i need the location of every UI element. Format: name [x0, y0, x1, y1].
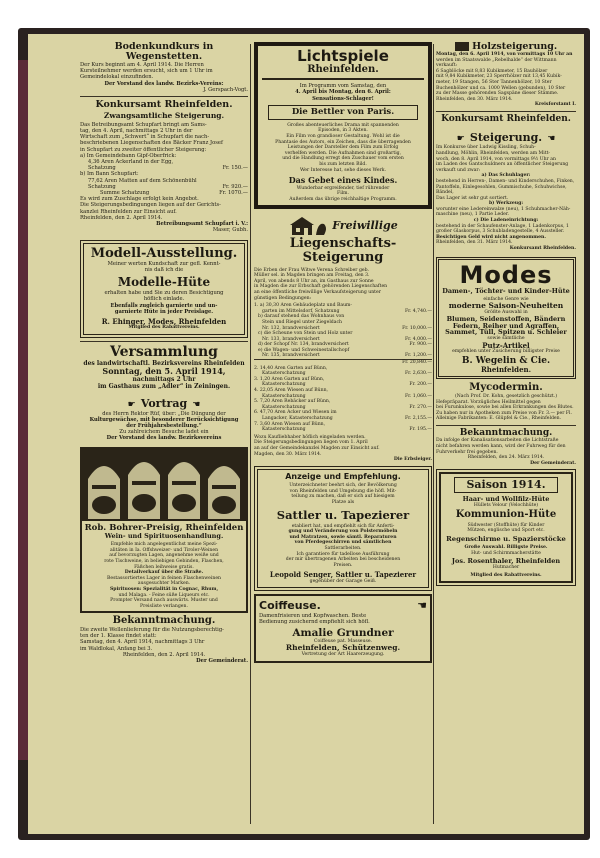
ad-text: [436, 394, 576, 422]
text-line: Das Lager ist sehr gut sortiert.: [436, 195, 509, 201]
property-label: Langacker, Katasterschatzung: [262, 416, 333, 422]
text-line: auf bevorzugten Lagen, angenehme weiße und: [109, 553, 219, 559]
text-line: Damenfrisieren und Kopfwaschen. Beste: [259, 613, 367, 620]
text-line: Episoden, in 3 Akten.: [318, 128, 368, 134]
property-price: Fr. 2,630.—: [404, 371, 432, 377]
ad-signer: R. Ehinger, Modes, Rheinfelden: [101, 316, 227, 326]
ad-title: Lichtspiele: [297, 47, 389, 65]
text-line: und Malaga. - Feine süße Liqueurs etc.: [118, 592, 210, 598]
property-label: Stein und Riegel unter Ziegeldach: [262, 319, 343, 325]
signature-name: Maser, Gubh.: [212, 227, 248, 234]
ad-konkursamt-steigerung: [436, 115, 576, 252]
divider: [436, 111, 576, 112]
text-line: moderne Saison-Neuheiten: [448, 301, 564, 311]
text-line: Prompter Versand nach auswärts. Muster und: [110, 598, 218, 604]
text-line: Putz-Artikel: [482, 340, 530, 350]
property-label: 1. a) 30,30 Aren Gebäudeplatz und Baum-: [254, 303, 352, 309]
property-price: Fr. 195.—: [409, 427, 432, 433]
text-line: Ich garantiere für tadellose Ausführung: [296, 551, 390, 557]
text-line: Alleinige Fabrikanten: E. Glüpfel & Cie., Rheinfelden.: [436, 416, 562, 422]
ad-text: [436, 438, 576, 466]
newspaper-page: [28, 34, 584, 834]
text-line: Großes abenteuerliches Drama mit spannenden: [287, 122, 399, 128]
text-line: 6 Sagblöcke mit 8,83 Kubikmeter, 15 Bauhölzer: [436, 68, 548, 74]
text-line: Große Auswahl. Billigste Preise.: [464, 545, 548, 551]
ad-lichtspiele: [254, 42, 432, 209]
ad-text: [262, 83, 424, 102]
property-total-row: [254, 359, 432, 366]
ad-signer: B. Wegelin & Cie.: [461, 355, 551, 366]
ad-highlight: Kommunion-Hüte: [455, 509, 557, 521]
text-line: Der Kurs beginnt am 4. April 1914. Die Herren: [80, 61, 204, 68]
property-label: e) die Wagen- und Schweinestallschopf: [258, 347, 350, 353]
ad-title: Coiffeuse.: [259, 599, 321, 612]
ad-text: [80, 360, 248, 390]
property-label: Katasterschatzung: [262, 404, 306, 410]
property-label: 7. 3,60 Aren Wiesen auf Bünn,: [254, 421, 326, 427]
ad-title: Mycodermin.: [469, 382, 543, 394]
ad-title: Versammlung: [110, 343, 218, 360]
pointing-hand-icon: ☚: [547, 134, 556, 145]
ad-signer: Leopold Senger, Sattler u. Tapezierer: [269, 570, 417, 580]
ad-highlight: Regenschirme u. Spazierstöcke: [446, 534, 566, 543]
ad-title: Modes: [459, 260, 553, 289]
column-right: [436, 42, 576, 826]
text-line: bestehend in Herren-, Damen- und Kinderschuhen, Finken,: [436, 178, 575, 184]
ad-address: Rheinfelden, Schützenweg.: [285, 643, 401, 653]
wine-cellar-illustration: [82, 449, 246, 521]
text-line: Wunderbar ergreifender, tief rührender: [296, 185, 390, 191]
ad-title: Modell-Ausstellung.: [90, 246, 238, 262]
text-line: Phantasie des Autors, ein Zeichen, dass die überragenden: [275, 139, 411, 145]
text-line: Sonntag, den 5. April 1914,: [102, 365, 226, 376]
text-line: Federn, Reiher und Agraffen,: [452, 321, 560, 330]
text-line: Haar- und Wollfilz-Hüte: [462, 494, 550, 503]
text-line: c) Die Ladeneinrichtung:: [473, 218, 539, 224]
text-line: beschriebenen Liegenschaften des Bäcker Franz Josef: [80, 140, 223, 147]
text-line: Blumen, Seidenstoffen, Bändern: [446, 314, 566, 323]
property-label: Katasterschatzung: [262, 371, 306, 377]
text-line: des Herrn Rektor Rüf, über: „Die Düngung der: [102, 410, 226, 417]
property-label: Katasterschatzung: [262, 427, 306, 433]
property-label: garten im Mittelsdorf, Schatzung: [262, 308, 340, 314]
text-line: und die Handlung erregt den Zuschauer vom ersten: [282, 156, 404, 162]
text-line: Mützen, englische und Sport etc.: [467, 528, 545, 534]
ad-highlight: Sattler u. Tapezierer: [276, 507, 410, 522]
book-spine: [18, 60, 28, 760]
logs-icon: [455, 42, 469, 51]
text-line: Fuhrverkehr frei gegeben.: [436, 449, 498, 455]
property-label: Nr. 133, brandversichert: [262, 336, 320, 342]
text-line: Preisen.: [333, 562, 353, 568]
ad-konkursamt: [80, 100, 248, 234]
divider: [80, 341, 248, 342]
text-line: a) Das Schuhlager:: [481, 173, 531, 179]
text-line: großer Glaskorpus, 3 Schubladengestelle, 4 Aussteller.: [436, 229, 565, 235]
ad-text: [82, 540, 246, 611]
text-line: Sammet, Tüll, Spitzen u. Schleier: [445, 328, 567, 337]
ad-title: Bekanntmachung.: [112, 615, 216, 627]
column-middle: [254, 42, 432, 826]
property-label: 3. 1,20 Aren Garten auf Bünn,: [254, 376, 325, 382]
ad-text: [87, 261, 241, 273]
pointing-hand-icon: ☛: [456, 134, 465, 145]
ad-title: Konkursamt Rheinfelden.: [95, 98, 233, 110]
text-line: Müller sel. in Magden bringen am Freitag, den 3.: [254, 273, 370, 279]
text-line: Kursteilnehmer werden ersucht, sich um 1 Uhr im: [80, 68, 213, 75]
ad-text: [444, 523, 568, 534]
property-label: Katasterschatzung: [262, 382, 306, 388]
ad-footer: Mitglied des Rabattvereins.: [470, 572, 542, 578]
text-line: rote Tischweine, in beliebigen Gebinden, Flaschen,: [104, 559, 224, 565]
ad-subtitle: Wein- und Spirituosenhandlung.: [104, 532, 224, 541]
ad-text: [80, 627, 248, 664]
text-line: günstigen Bedingungen:: [254, 295, 312, 301]
property-label: 2. 14,40 Aren Garten auf Bünn,: [254, 365, 328, 371]
text-line: Wozu Kaufliebhaber höflich eingeladen werden.: [254, 434, 366, 440]
text-line: ausgesuchter Marken.: [137, 581, 191, 587]
ad-bodenkurs: [80, 42, 248, 93]
text-line: woch, den 8. April 1914, von vormittags 9½ Uhr an: [436, 156, 556, 162]
property-label: d) der Schopf Nr. 134, brandversichert: [258, 342, 349, 348]
ad-saison: [439, 472, 573, 583]
ad-footer: Kreisforstamt I.: [534, 102, 576, 108]
ad-bekanntmachung: [80, 616, 248, 664]
text-line: tag, den 4. April, nachmittags 2 Uhr in der: [80, 128, 193, 134]
text-line: empfehlen unter Zusicherung billigster Preise: [452, 349, 560, 355]
ad-title: Rob. Bohrer-Preisig, Rheinfelden: [84, 522, 244, 533]
text-line: maschine (neu), 1 Partie Leder.: [436, 212, 510, 218]
text-line: 4,36 Aren Ackerland in der Egg,: [88, 159, 174, 166]
text-line: einfache Genre wie: [483, 296, 529, 302]
ad-title: Anzeige und Empfehlung.: [285, 471, 401, 481]
text-line: Ein Film von grandioser Gestaltung. Wohl ist die: [286, 133, 400, 139]
text-line: Kulturgewächse, mit besonderer Berücksichtigung: [89, 416, 239, 423]
ad-footer: Der Vorstand des landw. Bezirksvereins: [106, 435, 222, 442]
property-label: Nr. 132, brandversichert: [262, 325, 320, 331]
ad-text: [444, 496, 568, 508]
ad-footer: Konkursamt Rheinfelden.: [509, 246, 576, 252]
text-line: Hefepräparat. Vorzügliches Heilmittel gegen: [436, 399, 541, 405]
text-line: nicht befahren werden kann, wird der Fuhrweg für den: [436, 443, 566, 449]
text-line: in Schupfart zu zweiter öffentlicher Steigerung:: [80, 146, 207, 153]
property-row: [254, 427, 432, 433]
text-line: im Laden des Gantschuldners an öffentlicher Steigerung: [436, 162, 569, 168]
text-line: Gemeindelokal einzufinden.: [80, 74, 154, 81]
property-price: Fr. 270.—: [409, 404, 432, 410]
text-line: Im Konkurse über Ludwig Kissling, Schuh-: [436, 145, 536, 151]
text-line: ten der 1. Klasse findet statt:: [80, 633, 157, 640]
ad-text: [80, 411, 248, 442]
text-line: Wer Interesse hat, sehe dieses Werk.: [299, 167, 387, 173]
text-line: höflich einlade.: [143, 296, 185, 303]
text-line: Fäßchen leihweise gratis.: [134, 564, 194, 570]
text-line: Buchenhölzer und ca. 1000 Wellen (gebunden), 10 Ster: [436, 85, 566, 91]
property-price: Fr. 20,840.—: [402, 360, 432, 366]
property-price: Fr. 900.—: [409, 342, 432, 348]
sum-label: Summe Schatzung: [100, 190, 150, 197]
price-label: Schatzung: [88, 183, 116, 190]
text-line: Die Steigerungsbedingungen liegen auf der Gerichts-: [80, 202, 221, 209]
text-line: Spirituosen: Spezialität in Cognac, Rhum,: [109, 587, 219, 593]
ad-address: Rheinfelden.: [480, 365, 532, 375]
text-line: an eine öffentliche freiwillige Verkaufsteigerung unter: [254, 289, 381, 295]
text-line: Detailverkauf über die Straße.: [124, 570, 204, 576]
text-line: Platze als: [331, 499, 355, 505]
text-line: etabliert hat, und empfiehlt sich für Anferti-: [291, 523, 395, 529]
ad-text: [261, 524, 425, 569]
text-line: Die Erben der Frau Witwe Verena Schreiber geb.: [254, 267, 370, 273]
text-line: Bestassortiertes Lager in feinen Flaschenweinen: [106, 575, 222, 581]
text-line: (Nach Prof. Dr. Kohn, gesetzlich geschützt.): [454, 393, 558, 399]
ad-title: Bekanntmachung.: [459, 427, 553, 438]
ad-sattler: [257, 469, 429, 589]
ad-text: [259, 613, 427, 625]
ad-highlight: Vortrag: [140, 396, 188, 410]
text-line: Preisliste verlangen.: [140, 603, 188, 609]
text-line: Meiner werten Kundschaft zur gefl. Kennt-: [107, 261, 221, 268]
ad-title: Saison 1914.: [454, 477, 558, 493]
property-price: Fr. 4,000.—: [404, 336, 432, 342]
text-line: Größte Auswahl in: [484, 310, 528, 316]
text-line: J. Gerspach-Vogt.: [203, 86, 248, 93]
property-label: 5. 7,20 Aren Rebäcker auf Bünn,: [254, 399, 331, 405]
ad-highlight: Modelle-Hüte: [117, 274, 211, 289]
ad-highlight: Das Gebet eines Kindes.: [288, 175, 398, 186]
property-price: Fr. 10,000.—: [402, 325, 432, 331]
text-line: und Matratzen, sowie sämtl. Reparaturen: [289, 534, 397, 540]
text-line: Magden, den 30. März 1914.: [254, 451, 322, 457]
ad-header: [436, 42, 576, 52]
text-line: Sattlerarbeiten.: [324, 545, 362, 551]
text-line: Pantoffeln, Einlegesohlen, Gummischuhe, Schuhwichse, Bändel,: [436, 184, 567, 196]
text-line: Bedienung zusichernd empfiehlt sich höfl.: [259, 619, 370, 626]
text-line: im Waldlokal, Anfang bei 3.: [80, 645, 153, 652]
text-line: Montag, den 6. April 1914, von vormittags 10 Uhr an: [436, 51, 573, 57]
ad-subtitle: Rheinfelden.: [307, 63, 379, 75]
column-rule: [433, 44, 434, 824]
ad-footer: Vertretung der Art Haarerzeugung.: [301, 652, 385, 658]
ad-mycodermin: [436, 383, 576, 421]
text-line: kanzlei Rheinfelden zur Einsicht auf.: [80, 208, 177, 215]
text-line: werden im Staatswalde „Rebelhalde“ der Wittmann: [436, 57, 557, 63]
text-line: Rheinfelden, den 24. März 1914.: [467, 455, 545, 461]
text-line: gung und Veränderung von Polstermöbeln: [288, 529, 398, 535]
ad-title: Holzsteigerung.: [472, 42, 558, 52]
ad-header: [254, 214, 432, 236]
house-illustration: [288, 214, 328, 236]
property-label: 4. 22,05 Aren Wiesen auf Bünn,: [254, 388, 328, 394]
text-line: von Rheinfelden und Umgebung die höfl. Mit-: [289, 488, 397, 494]
ad-address: gegenüber der Garage Geiß.: [309, 578, 377, 584]
text-line: Hüllets Velour (Velochhüte): [473, 502, 539, 508]
text-line: Ebenfalls zugleich garnierte und un-: [110, 302, 218, 309]
ad-highlight: Die Bettler von Paris.: [268, 105, 418, 120]
ad-title: Bodenkundkurs in Wegenstetten.: [114, 42, 214, 62]
text-line: Hut- und Schirmmacherstätte: [471, 550, 541, 556]
ad-subtitle: Zwangsamtliche Steigerung.: [103, 110, 225, 120]
ad-text: [80, 62, 248, 93]
signature-office: Betreibungsamt Schupfart i. V.:: [156, 221, 248, 228]
ad-footer: Der Gemeinderat.: [530, 460, 576, 466]
text-line: bis zum letzten Bild.: [319, 161, 367, 167]
text-line: Samstag, den 4. April 1914, nachmittags 3 Uhr: [80, 639, 205, 646]
text-line: Die zweite Wellenlieferung für die Nutzungsberechtig-: [80, 626, 224, 633]
ad-subtitle: Steigerung.: [469, 131, 543, 145]
ad-footer: Der Gemeinderat.: [196, 657, 248, 664]
text-line: der Frühjahrsbestellung.“: [126, 422, 202, 429]
price-value: Fr. 920.—: [222, 183, 248, 190]
ad-text: [444, 545, 568, 556]
text-line: Das Betreibungsamt Schupfart bringt am Sams-: [80, 121, 207, 128]
ad-text: [254, 268, 432, 302]
text-line: a) Im Gemeindebann Gipf-Oberfrick:: [80, 152, 177, 159]
text-line: bei Furunkulose, sowie bei allen Erkrankungen des Blutes.: [436, 405, 574, 411]
text-line: Unterzeichneter beehrt sich, der Bevölkerung: [289, 483, 397, 489]
text-line: Zu haben nur in Apotheken zum Preise von Fr. 3.— per Fl.: [436, 410, 572, 416]
property-label: 6. 47,70 Aren Acker und Wiesen im: [254, 410, 337, 416]
property-price: Fr. 200.—: [409, 382, 432, 388]
ad-modes: [436, 257, 576, 380]
ad-coiffeuse: [254, 594, 432, 662]
text-line: teilung zu machen, daß er sich auf hiesigem: [291, 494, 395, 500]
ad-wein: [80, 447, 248, 614]
text-line: 4. April bis Montag, den 6. April:: [295, 89, 391, 96]
text-line: b) Werkzeug:: [488, 201, 524, 207]
text-line: alitäten in Ia. Offshweizer- und Tiroler-Weinen: [109, 547, 219, 553]
text-line: im Gasthaus zum „Adler“ in Zeiningen.: [97, 382, 231, 390]
divider: [436, 425, 576, 426]
text-line: meter, 19 Stangen, 56 Ster Tannenhölzer, 10 Ster: [436, 79, 552, 85]
property-label: c) die Scheune von Stein und Holz unter: [258, 331, 353, 337]
ad-text: [87, 290, 241, 315]
text-line: 77,62 Aren Matten auf dem Schönenbühl: [88, 177, 197, 184]
text-line: Leistungen der Darsteller dem Film zum Erfolg: [287, 145, 399, 151]
ad-title: Liegenschafts-Steigerung: [289, 236, 397, 265]
text-line: Sensations-Schlager!: [312, 95, 374, 102]
pointing-hand-icon: ☚: [192, 399, 201, 410]
property-list: [254, 303, 432, 433]
text-line: Da infolge der Kanalisationsarbeiten die Lichtstraße: [436, 438, 559, 444]
text-line: in Magden die zur Erbschaft gehörenden Liegenschaften: [254, 284, 388, 290]
price-value: Fr. 150.—: [222, 165, 248, 172]
text-line: handlung, Möhlin, Rheinfelden, werden am Mitt-: [436, 150, 550, 156]
text-line: Im Programm vom Samstag, den: [299, 83, 387, 90]
ad-footer: Mitglied des Rabattvereins.: [128, 325, 200, 331]
ad-text: [436, 52, 576, 108]
property-price: Fr. 2,155.—: [404, 416, 432, 422]
text-line: nis daß ich die: [144, 267, 184, 274]
ad-text: [254, 435, 432, 463]
ad-text: [442, 297, 570, 355]
property-label: Katasterschatzung: [262, 393, 306, 399]
text-line: Es wird zum Zuschlage erfolgt kein Angebot.: [80, 196, 199, 203]
property-label: Nr. 135, brandversichert: [262, 353, 320, 359]
text-line: verhelfen werden. Die Aufnahmen sind großartig,: [284, 150, 402, 156]
text-line: zu der Masse gehörenden Sagspäne dieser Stämme.: [436, 91, 559, 97]
ad-text: [262, 123, 424, 173]
ad-title: Freiwillige: [332, 218, 398, 232]
text-line: Die Steigerungsbedingungen liegen vom 1. April: [254, 440, 368, 446]
text-line: von Pferdegeschirren und sämtlichen: [294, 540, 392, 546]
text-line: erhalten habe und Sie zu deren Besichtigung: [104, 290, 224, 297]
text-line: Wirtschaft zum „Schwert“ in Schupfart die nach-: [80, 134, 210, 141]
ad-title: Konkursamt Rheinfelden.: [441, 113, 571, 124]
property-label: b) darauf stehend das Wohnhaus von: [258, 314, 345, 320]
text-line: Außerdem das übrige reichhaltige Programm.: [289, 196, 397, 202]
ad-bekanntmachung-2: [436, 429, 576, 466]
ad-highlight: Amalie Grundner: [292, 626, 394, 639]
ad-subtitle: Damen-, Töchter- und Kinder-Hüte: [442, 286, 570, 295]
ad-text: [436, 145, 576, 251]
pointing-hand-icon: ☚: [417, 599, 427, 613]
text-line: der mir übertragenen Arbeiten bei bescheidenen: [285, 557, 401, 563]
ad-inner: [258, 46, 428, 205]
text-line: Hutmacher: [492, 565, 520, 571]
text-line: Rheinfelden, den 30. März 1914.: [436, 96, 513, 102]
text-line: Zu zahlreichem Besuche ladet ein: [119, 429, 209, 436]
column-rule: [250, 44, 251, 824]
property-price: Fr. 1,200.—: [404, 353, 432, 359]
vortrag-row: [80, 392, 248, 411]
text-line: worunter eine Ledereinwalze (neu), 1 Schuhmacher-Näh-: [436, 206, 571, 212]
column-left: [80, 42, 248, 826]
text-line: April, von abends 8 Uhr an, im Gasthaus zur Sonne: [254, 278, 374, 284]
property-price: Fr. 4,740.—: [404, 308, 432, 314]
text-line: sowie sämtliche: [487, 336, 525, 342]
text-line: Rheinfelden, den 2. April 1914.: [80, 214, 163, 221]
text-line: Besichtigen Geld wird nicht angenommen.: [436, 234, 546, 240]
price-label: Schatzung: [88, 165, 116, 172]
ad-header: [436, 126, 576, 145]
divider: [80, 96, 248, 97]
divider: [262, 78, 424, 80]
sum-value: Fr. 1070.—: [219, 190, 248, 197]
text-line: garnierte Hüte in jeder Preislage.: [114, 308, 214, 315]
text-line: Der Vorstand des landw. Bezirks-Vereins:: [104, 80, 224, 87]
ad-modell-ausstellung: [83, 243, 245, 334]
ad-text: [261, 483, 425, 505]
text-line: an auf der Gemeindekanzlei Magden zur Einsicht auf.: [254, 445, 380, 451]
text-line: des landwirtschaftl. Bezirksvereins Rheinfelden: [83, 359, 245, 367]
ad-signer: Jos. Rosenthaler, Rheinfelden: [451, 557, 561, 566]
text-line: verkauft:: [436, 63, 458, 69]
text-line: nachmittags 2 Uhr: [132, 375, 196, 383]
ad-footer: [262, 186, 424, 203]
text-line: Rheinfelden, den 2. April 1914.: [122, 651, 206, 658]
text-line: mit 9,84 Kubikmeter, 23 Sperrhölzer mit 13,45 Kubik-: [436, 74, 562, 80]
ad-text: [80, 122, 248, 234]
ad-footer: Die Erbsleiger.: [393, 457, 432, 463]
pointing-hand-icon: ☛: [127, 399, 136, 410]
text-line: Südwester (Stoffhüte) für Kinder: [467, 522, 545, 528]
ad-versammlung: [80, 345, 248, 442]
text-line: Film.: [337, 191, 349, 197]
ad-holzsteigerung: [436, 42, 576, 108]
text-line: bestehend in der Schaufenster-Anlage, 1 Ladenkorpus, 1: [436, 223, 569, 229]
text-line: b) Im Bann Schupfart:: [80, 171, 139, 178]
property-price: Fr. 1,060.—: [404, 393, 432, 399]
text-line: Coiffeuse pat. Masseuse.: [313, 638, 373, 644]
ad-freiwillige-steigerung: [254, 214, 432, 462]
ad-header: [259, 599, 427, 612]
text-line: Empfehle mich angelegentlichst meine Spezi-: [110, 542, 218, 548]
text-line: Rheinfelden, den 31. März 1914.: [436, 240, 513, 246]
text-line: verkauft und zwar:: [436, 167, 481, 173]
